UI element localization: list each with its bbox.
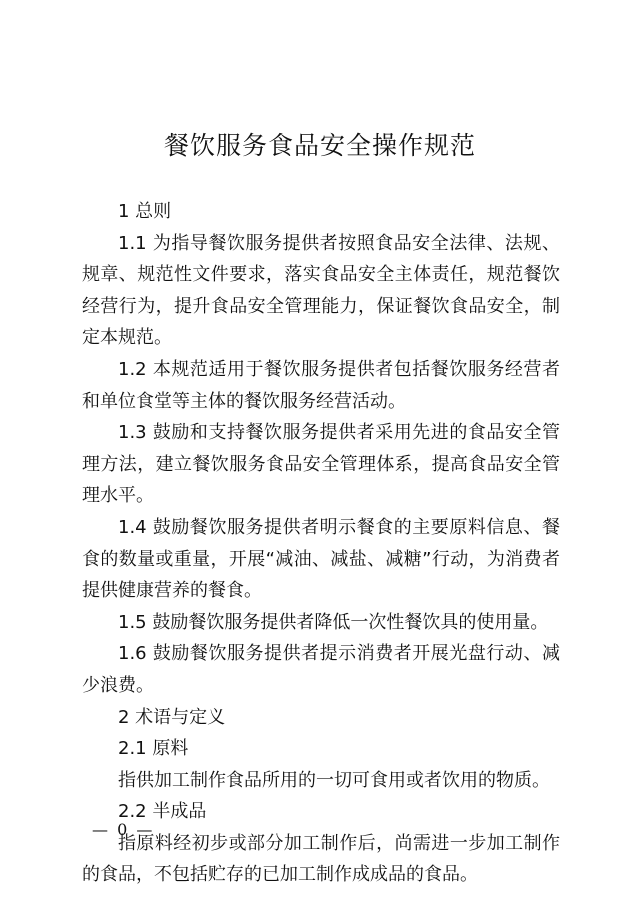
- paragraph: 1.5 鼓励餐饮服务提供者降低一次性餐饮具的使用量。: [118, 611, 549, 633]
- paragraph: 1.2 本规范适用于餐饮服务提供者包括餐饮服务经营者和单位食堂等主体的餐饮服务经营活动。: [82, 358, 560, 412]
- section-heading: 1 总则: [118, 201, 172, 222]
- paragraph: 指供加工制作食品所用的一切可食用或者饮用的物质。: [118, 769, 550, 791]
- paragraph: 指原料经初步或部分加工制作后，尚需进一步加工制作的食品，不包括贮存的已加工制作成成品的食品。: [82, 832, 560, 886]
- section-heading: 2 术语与定义: [118, 706, 226, 728]
- paragraph: 1.3 鼓励和支持餐饮服务提供者采用先进的食品安全管理方法，建立餐饮服务食品安全管理体系，提高食品安全管理水平。: [82, 422, 560, 507]
- document-title: 餐饮服务食品安全操作规范: [163, 131, 476, 160]
- paragraph: 1.1 为指导餐饮服务提供者按照食品安全法律、法规、规章、规范性文件要求，落实食品安全主体责任，规范餐饮经营行为，提升食品安全管理能力，保证餐饮食品安全，制定本规范。: [82, 232, 560, 349]
- document-body: [82, 196, 560, 891]
- paragraph: 1.6 鼓励餐饮服务提供者提示消费者开展光盘行动、减少浪费。: [82, 643, 560, 696]
- subsection-heading: 2.2 半成品: [118, 801, 207, 823]
- subsection-heading: 2.1 原料: [118, 738, 189, 760]
- page-number: — 0 —: [92, 820, 155, 839]
- paragraph: 1.4 鼓励餐饮服务提供者明示餐食的主要原料信息、餐食的数量或重量，开展“减油、减盐、减糖”行动，为消费者提供健康营养的餐食。: [82, 516, 560, 602]
